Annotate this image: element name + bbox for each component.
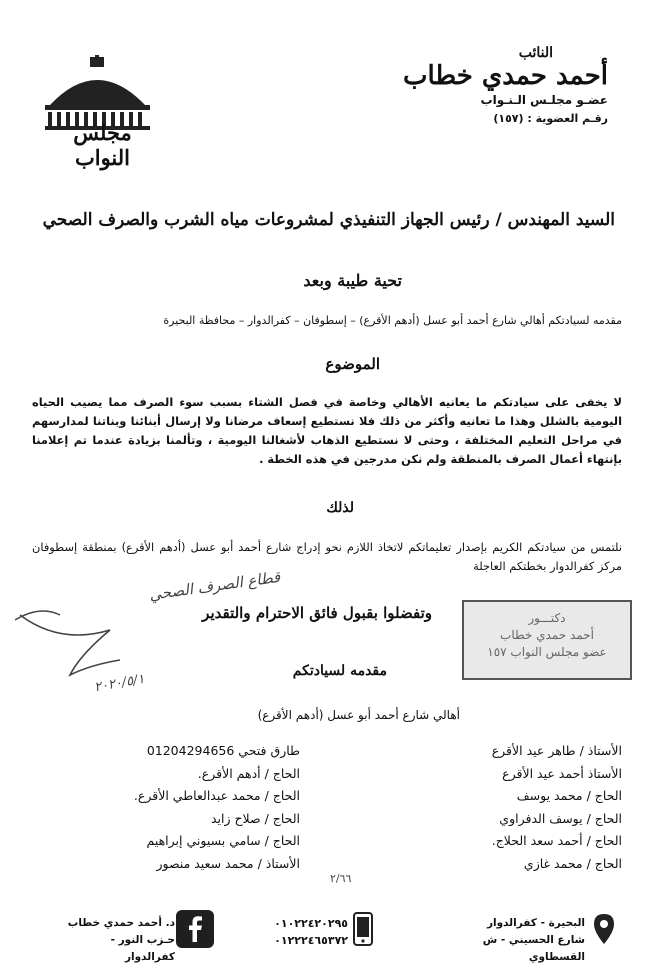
request-text: نلتمس من سيادتكم الكريم بإصدار تعليماتكم لاتخاذ اللازم نحو إدراج شارع أحمد أبو عسل (أدهم الأقرع) بمنطقة إسطوفان مركز كفرالدوار بخطتكم العاجلة	[32, 540, 622, 573]
presented-label: مقدمه لسيادتكم	[292, 663, 387, 679]
stamp-line: أحمد حمدي خطاب	[500, 628, 594, 642]
handwritten-annotation	[0, 567, 282, 696]
list-item: الحاج / محمد غازي	[523, 855, 622, 871]
greeting: تحية طيبة وبعد	[303, 271, 402, 290]
list-item: الحاج / أدهم الأقرع.	[197, 765, 300, 781]
list-item: الحاج / صلاح زايد	[210, 810, 300, 826]
location-icon	[590, 912, 618, 946]
signatories-right	[422, 740, 622, 875]
address-line: البحيرة - كفرالدوار	[486, 917, 585, 929]
letter-body: لا يخفى على سيادتكم ما يعانيه الأهالي وخاصة في فصل الشتاء بسبب سوء الصرف مما يصيب الحياه اليومية بالشلل وهذا ما تعانيه وأكثر من ذلك فلا نستطيع إسعاف مرضانا ولا إرسال أبنائنا وبناتنا لمدارسهم في مراحل التعليم المختلفة ، وحتى لا نستطيع الذهاب لأشغالنا اليومية ، وتألمنا بزيادة عندما تم إعلامنا بإنتهاء أعمال الصرف بالمنطقة ولم نكن مدرجين في هذه الخطة .	[32, 395, 622, 466]
addressee: السيد المهندس / رئيس الجهاز التنفيذي لمشروعات مياه الشرب والصرف الصحي	[42, 210, 615, 230]
subject-label: الموضوع	[325, 355, 380, 373]
footer-person: د. أحمد حمدي خطاب	[67, 917, 175, 929]
footer-phones	[258, 915, 348, 949]
phone-icon	[352, 912, 374, 946]
facebook-icon	[176, 910, 214, 948]
list-item: الحاج / محمد يوسف	[516, 788, 622, 803]
list-item: الحاج / يوسف الدفراوي	[499, 810, 622, 826]
list-item: الأستاذ / طاهر عيد الأقرع	[491, 743, 622, 758]
membership-number: رقـم العضوية : (١٥٧)	[493, 112, 608, 125]
signatories-left	[100, 740, 300, 875]
reference-number: ٢/٦٦	[330, 872, 352, 885]
stamp-line: دكتـــور	[528, 611, 566, 625]
list-item: الحاج / سامي بسيوني إبراهيم	[146, 833, 300, 848]
official-stamp	[462, 600, 632, 680]
footer-name	[60, 915, 175, 966]
submitted-by: مقدمه لسيادتكم أهالي شارع أحمد أبو عسل (أدهم الأقرع) – إسطوفان – كفرالدوار – محافظة البحيرة	[163, 314, 622, 327]
mp-title: النائب	[518, 45, 553, 61]
handwritten-date: ٢٠٢٠/٥/١	[93, 671, 146, 696]
list-item: الأستاذ / محمد سعيد منصور	[156, 855, 300, 871]
closing-line: وتفضلوا بقبول فائق الاحترام والتقدير	[202, 604, 432, 622]
list-item: الحاج / محمد عبدالعاطي الأقرع.	[133, 788, 300, 803]
handwritten-note: قطاع الصرف الصحي	[148, 567, 282, 604]
stamp-line: عضو مجلس النواب ١٥٧	[487, 645, 607, 659]
footer-address	[455, 915, 585, 966]
address-line: شارع الحسيني - ش القسطاوي	[482, 934, 585, 963]
residents-line: أهالي شارع أحمد أبو عسل (أدهم الأقرع)	[257, 708, 460, 722]
footer-party: حـزب النور - كفرالدوار	[110, 934, 175, 963]
list-item: طارق فتحي 01204294656	[146, 743, 300, 758]
list-item: الأستاذ أحمد عيد الأقرع	[502, 765, 622, 781]
mp-name: أحمد حمدي خطاب	[403, 61, 608, 91]
mp-subtitle: عضـو مجلـس الـنـواب	[480, 93, 608, 107]
emblem-caption: مجلس النواب	[73, 120, 132, 170]
list-item: الحاج / أحمد سعد الحلاج.	[491, 833, 622, 848]
therefore-label: لذلك	[326, 500, 354, 516]
phone-number: ٠١٠٢٢٤٢٠٢٩٥	[274, 917, 348, 930]
mp-header	[348, 45, 608, 125]
phone-number: ٠١٢٢٢٤٦٥٣٧٢	[274, 934, 348, 947]
